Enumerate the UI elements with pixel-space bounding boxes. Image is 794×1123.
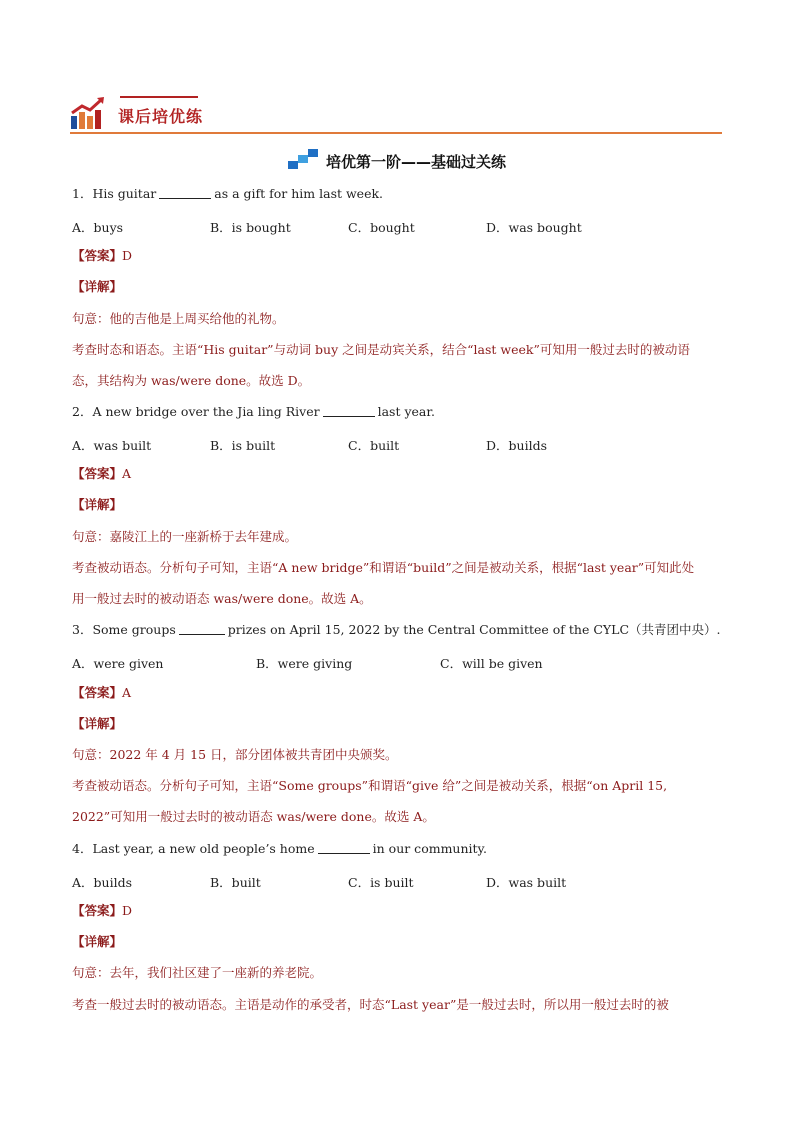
- q2-option-a: A．was built: [72, 438, 152, 453]
- question-text: 2．A new bridge over the Jia ling River: [72, 404, 320, 419]
- q3-analysis-line1: 考查被动语态。分析句子可知，主语“Some groups”和谓语“give 给”之间是被动关系，根据“on April 15,: [72, 778, 668, 793]
- q2-answer: [72, 466, 131, 482]
- header-title: 课后培优练: [118, 107, 204, 126]
- q1-analysis-line1: 考查时态和语态。主语“His guitar”与动词 buy 之间是动宾关系，结合“last week”可知用一般过去时的被动语: [72, 342, 690, 357]
- q4-meaning: 句意：去年，我们社区建了一座新的养老院。: [72, 965, 323, 980]
- q1-option-c: C．bought: [348, 220, 415, 235]
- page-header: [70, 96, 722, 136]
- q2-option-b: B．is built: [210, 438, 276, 453]
- q3-analysis-line2: 2022”可知用一般过去时的被动语态 was/were done。故选 A。: [72, 809, 435, 824]
- title-overline: [120, 96, 198, 98]
- question-text: 1．His guitar: [72, 186, 157, 201]
- q4-option-a: A．builds: [72, 875, 132, 890]
- answer-value: D: [122, 903, 133, 918]
- answer-blank: [318, 841, 370, 854]
- answer-label: 【答案】: [72, 466, 123, 481]
- answer-value: D: [122, 248, 133, 263]
- q1-detail-label: 【详解】: [72, 279, 123, 294]
- answer-value: A: [122, 466, 132, 481]
- steps-icon: [288, 148, 320, 170]
- question-text-end: prizes on April 15, 2022 by the Central Committee of the CYLC（共青团中央）.: [227, 622, 721, 637]
- q3-option-a: A．were given: [72, 656, 164, 671]
- q4-detail-label: 【详解】: [72, 934, 123, 949]
- q2-option-c: C．built: [348, 438, 400, 453]
- answer-blank: [323, 404, 375, 417]
- answer-label: 【答案】: [72, 903, 123, 918]
- q2-meaning: 句意：嘉陵江上的一座新桥于去年建成。: [72, 529, 298, 544]
- q2-detail-label: 【详解】: [72, 497, 123, 512]
- section-title: [0, 148, 794, 172]
- q4-option-b: B．built: [210, 875, 261, 890]
- q3-meaning: 句意：2022 年 4 月 15 日，部分团体被共青团中央颁奖。: [72, 747, 398, 762]
- q1-option-a: A．buys: [72, 220, 124, 235]
- q3-detail-label: 【详解】: [72, 716, 123, 731]
- q1-option-b: B．is bought: [210, 220, 291, 235]
- q4-answer: [72, 903, 132, 919]
- q2-analysis-line2: 用一般过去时的被动语态 was/were done。故选 A。: [72, 591, 372, 606]
- question-3: [72, 622, 721, 638]
- question-1: [72, 186, 383, 202]
- q2-option-d: D．builds: [486, 438, 547, 453]
- question-text-end: as a gift for him last week.: [214, 186, 384, 201]
- question-4: [72, 841, 487, 857]
- question-2: [72, 404, 435, 420]
- q2-analysis-line1: 考查被动语态。分析句子可知，主语“A new bridge”和谓语“build”之间是被动关系，根据“last year”可知此处: [72, 560, 695, 575]
- q3-option-c: C．will be given: [440, 656, 543, 671]
- q1-meaning: 句意：他的吉他是上周买给他的礼物。: [72, 311, 285, 326]
- q1-option-d: D．was bought: [486, 220, 582, 235]
- answer-value: A: [122, 685, 132, 700]
- q4-option-d: D．was built: [486, 875, 567, 890]
- answer-blank: [159, 186, 211, 199]
- q1-analysis-line2: 态，其结构为 was/were done。故选 D。: [72, 373, 311, 388]
- growth-chart-icon: [70, 96, 106, 130]
- q4-analysis-line1: 考查一般过去时的被动语态。主语是动作的承受者，时态“Last year”是一般过去时，所以用一般过去时的被: [72, 997, 669, 1012]
- answer-label: 【答案】: [72, 248, 123, 263]
- q3-option-b: B．were giving: [256, 656, 353, 671]
- section-title-text: 培优第一阶——基础过关练: [325, 153, 506, 171]
- q1-answer: [72, 248, 132, 264]
- question-text: 3．Some groups: [72, 622, 176, 637]
- question-text-end: in our community.: [372, 841, 487, 856]
- answer-label: 【答案】: [72, 685, 123, 700]
- q3-answer: [72, 685, 131, 701]
- q4-option-c: C．is built: [348, 875, 414, 890]
- header-divider: [70, 132, 722, 134]
- question-text-end: last year.: [377, 404, 435, 419]
- question-text: 4．Last year, a new old people’s home: [72, 841, 315, 856]
- answer-blank: [179, 622, 225, 635]
